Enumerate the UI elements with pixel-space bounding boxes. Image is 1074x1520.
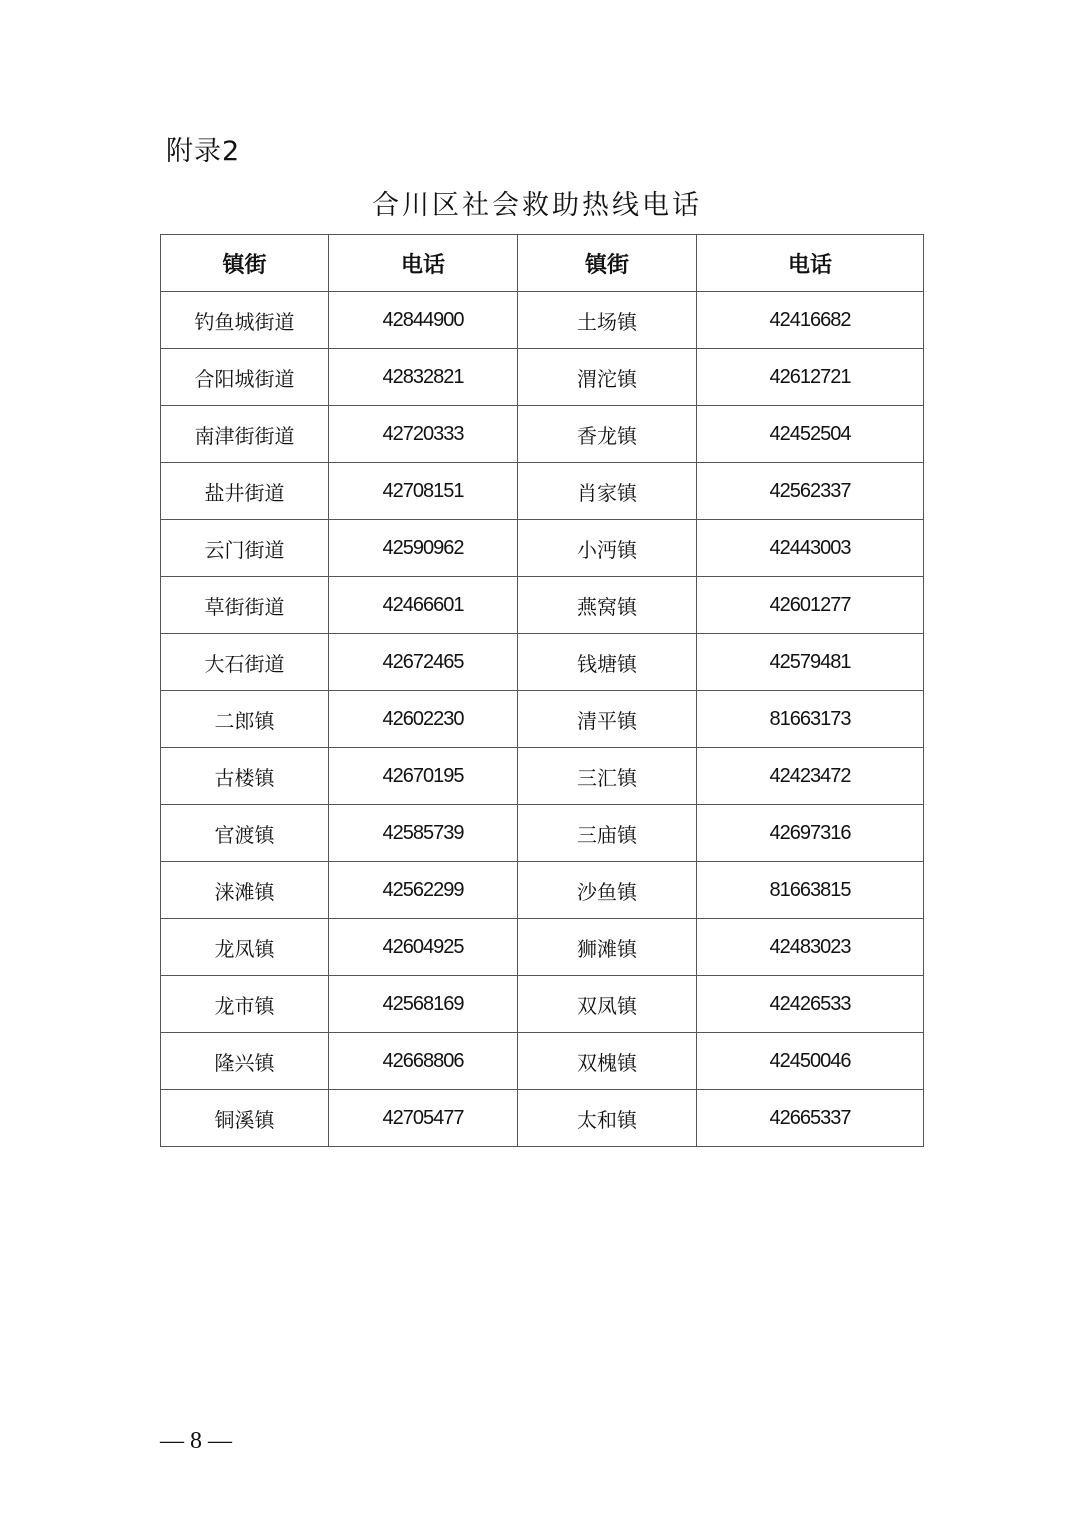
phone-left: 42562299 — [329, 862, 518, 919]
town-left: 盐井街道 — [161, 463, 329, 520]
town-right: 燕窝镇 — [518, 577, 697, 634]
phone-right: 42452504 — [697, 406, 924, 463]
town-left: 官渡镇 — [161, 805, 329, 862]
town-left: 隆兴镇 — [161, 1033, 329, 1090]
town-right: 狮滩镇 — [518, 919, 697, 976]
page-number: — 8 — — [160, 1428, 232, 1454]
header-phone-right: 电话 — [697, 235, 924, 292]
table-row — [161, 919, 924, 976]
town-left: 古楼镇 — [161, 748, 329, 805]
town-left: 铜溪镇 — [161, 1090, 329, 1147]
table-row — [161, 406, 924, 463]
town-left: 合阳城街道 — [161, 349, 329, 406]
page-title: 合川区社会救助热线电话 — [372, 190, 702, 221]
town-left: 草街街道 — [161, 577, 329, 634]
phone-left: 42466601 — [329, 577, 518, 634]
table-row — [161, 520, 924, 577]
town-right: 钱塘镇 — [518, 634, 697, 691]
town-right: 太和镇 — [518, 1090, 697, 1147]
town-right: 渭沱镇 — [518, 349, 697, 406]
header-town-right: 镇街 — [518, 235, 697, 292]
phone-left: 42585739 — [329, 805, 518, 862]
phone-left: 42720333 — [329, 406, 518, 463]
town-left: 大石街道 — [161, 634, 329, 691]
phone-left: 42602230 — [329, 691, 518, 748]
header-phone-left: 电话 — [329, 235, 518, 292]
table-row — [161, 349, 924, 406]
table-row — [161, 748, 924, 805]
table-row — [161, 463, 924, 520]
town-right: 双凤镇 — [518, 976, 697, 1033]
town-right: 三汇镇 — [518, 748, 697, 805]
appendix-label: 附录2 — [166, 136, 241, 167]
phone-left: 42672465 — [329, 634, 518, 691]
phone-right: 42665337 — [697, 1090, 924, 1147]
header-town-left: 镇街 — [161, 235, 329, 292]
table-row — [161, 862, 924, 919]
phone-left: 42705477 — [329, 1090, 518, 1147]
town-left: 二郎镇 — [161, 691, 329, 748]
phone-left: 42590962 — [329, 520, 518, 577]
town-left: 龙凤镇 — [161, 919, 329, 976]
table-row — [161, 805, 924, 862]
town-left: 钓鱼城街道 — [161, 292, 329, 349]
phone-left: 42668806 — [329, 1033, 518, 1090]
phone-right: 42423472 — [697, 748, 924, 805]
phone-right: 81663173 — [697, 691, 924, 748]
table-header-row — [161, 235, 924, 292]
phone-left: 42604925 — [329, 919, 518, 976]
town-left: 涞滩镇 — [161, 862, 329, 919]
phone-right: 42562337 — [697, 463, 924, 520]
phone-right: 42426533 — [697, 976, 924, 1033]
table-row — [161, 577, 924, 634]
phone-right: 42450046 — [697, 1033, 924, 1090]
phone-left: 42844900 — [329, 292, 518, 349]
table-row — [161, 1033, 924, 1090]
town-right: 沙鱼镇 — [518, 862, 697, 919]
phone-right: 81663815 — [697, 862, 924, 919]
phone-left: 42670195 — [329, 748, 518, 805]
town-right: 土场镇 — [518, 292, 697, 349]
phone-right: 42612721 — [697, 349, 924, 406]
town-right: 小沔镇 — [518, 520, 697, 577]
phone-right: 42483023 — [697, 919, 924, 976]
hotline-table — [160, 234, 924, 1147]
phone-left: 42832821 — [329, 349, 518, 406]
table-row — [161, 634, 924, 691]
table-row — [161, 691, 924, 748]
phone-right: 42601277 — [697, 577, 924, 634]
town-right: 三庙镇 — [518, 805, 697, 862]
table-row — [161, 1090, 924, 1147]
table-row — [161, 292, 924, 349]
town-right: 香龙镇 — [518, 406, 697, 463]
table-row — [161, 976, 924, 1033]
phone-left: 42708151 — [329, 463, 518, 520]
phone-right: 42697316 — [697, 805, 924, 862]
phone-left: 42568169 — [329, 976, 518, 1033]
town-left: 云门街道 — [161, 520, 329, 577]
phone-right: 42416682 — [697, 292, 924, 349]
phone-right: 42443003 — [697, 520, 924, 577]
phone-right: 42579481 — [697, 634, 924, 691]
town-left: 龙市镇 — [161, 976, 329, 1033]
town-left: 南津街街道 — [161, 406, 329, 463]
town-right: 清平镇 — [518, 691, 697, 748]
town-right: 肖家镇 — [518, 463, 697, 520]
town-right: 双槐镇 — [518, 1033, 697, 1090]
